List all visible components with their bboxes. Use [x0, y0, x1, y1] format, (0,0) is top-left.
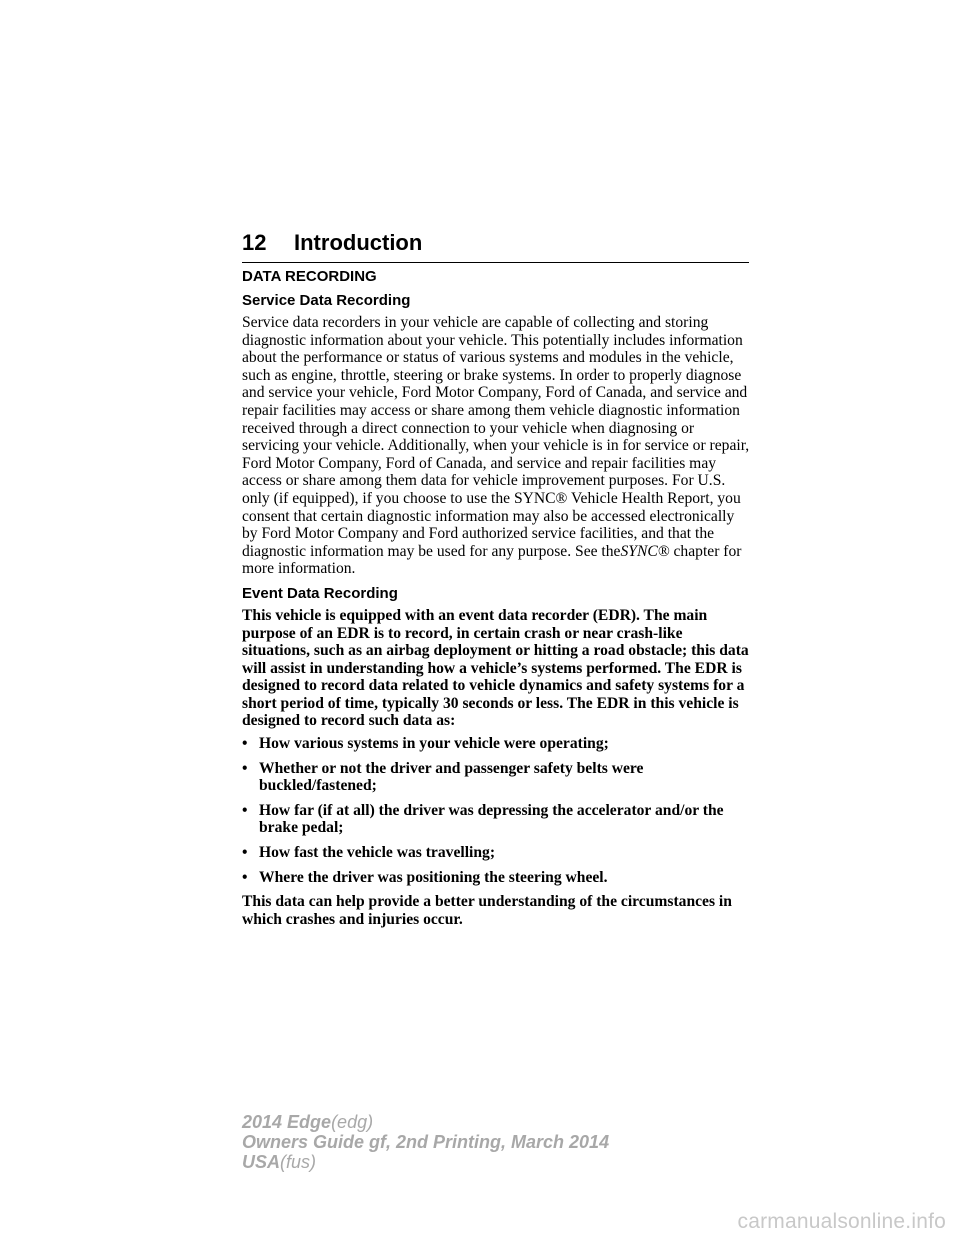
list-item: [242, 869, 752, 887]
event-data-heading: Event Data Recording: [242, 584, 398, 602]
list-item: [242, 735, 752, 753]
list-item: [242, 802, 752, 837]
service-data-text: Service data recorders in your vehicle are capable of collecting and storing diagnostic information about your vehicle. This potentially includes information about the performance or status of various systems and modules in the vehicle, such as engine, throttle, steering or brake systems. In order to properly diagnose and service your vehicle, Ford Motor Company, Ford of Canada, and service and repair facilities may access or share among them vehicle diagnostic information received through a direct connection to your vehicle when diagnosing or servicing your vehicle. Additionally, when your vehicle is in for service or repair, Ford Motor Company, Ford of Canada, and service and repair facilities may access or share among them data for vehicle improvement purposes. For U.S. only (if equipped), if you choose to use the SYNC® Vehicle Health Report, you consent that certain diagnostic information may also be accessed electronically by Ford Motor Company and Ford authorized service facilities, and that the diagnostic information may be used for any purpose. See the: [242, 314, 750, 560]
footer-guide-line: Owners Guide gf, 2nd Printing, March 2014: [242, 1132, 610, 1152]
service-data-heading: Service Data Recording: [242, 292, 411, 309]
chapter-title: Introduction: [294, 230, 423, 255]
footer-market-code: (fus): [280, 1152, 317, 1172]
list-item-text: How fast the vehicle was travelling;: [259, 844, 496, 862]
event-data-intro: This vehicle is equipped with an event data recorder (EDR). The main purpose of an EDR is to record, in certain crash or near crash-like situations, such as an airbag deployment or hitting a road obstacle; this data will assist in understanding how a vehicle’s systems performed. The EDR is designed to record data related to vehicle dynamics and safety systems for a short period of time, typically 30 seconds or less. The EDR in this vehicle is designed to record such data as:: [242, 606, 749, 730]
list-item-text: Whether or not the driver and passenger safety belts were buckled/fastened;: [259, 759, 644, 795]
list-item: [242, 844, 752, 862]
footer-model-line: [242, 1112, 609, 1132]
list-item-text: How far (if at all) the driver was depressing the accelerator and/or the brake pedal;: [259, 801, 724, 837]
page-number: 12: [242, 230, 267, 255]
section-title: DATA RECORDING: [242, 268, 377, 285]
footer-model-code: (edg): [331, 1112, 374, 1132]
footer-market: USA: [242, 1152, 281, 1172]
edr-data-list: [242, 735, 752, 886]
page-content: [242, 268, 752, 933]
bullet-icon: •: [242, 735, 248, 753]
bullet-icon: •: [242, 868, 248, 886]
page-header: [242, 228, 749, 263]
event-data-closing: This data can help provide a better understanding of the circumstances in which crashes and injuries occur.: [242, 893, 732, 928]
list-item-text: How various systems in your vehicle were operating;: [259, 735, 609, 753]
watermark: carmanualsonline.info: [737, 1210, 946, 1233]
footer-model: 2014 Edge: [242, 1112, 332, 1132]
bullet-icon: •: [242, 801, 248, 819]
list-item: [242, 760, 752, 795]
footer-market-line: [242, 1152, 609, 1172]
service-data-paragraph: [242, 314, 752, 578]
bullet-icon: •: [242, 759, 248, 777]
list-item-text: Where the driver was positioning the steering wheel.: [259, 868, 608, 886]
sync-chapter-reference: SYNC®: [620, 542, 670, 560]
bullet-icon: •: [242, 844, 248, 862]
print-footer: [242, 1112, 609, 1172]
service-data-text-end: chapter for more information.: [242, 542, 742, 578]
